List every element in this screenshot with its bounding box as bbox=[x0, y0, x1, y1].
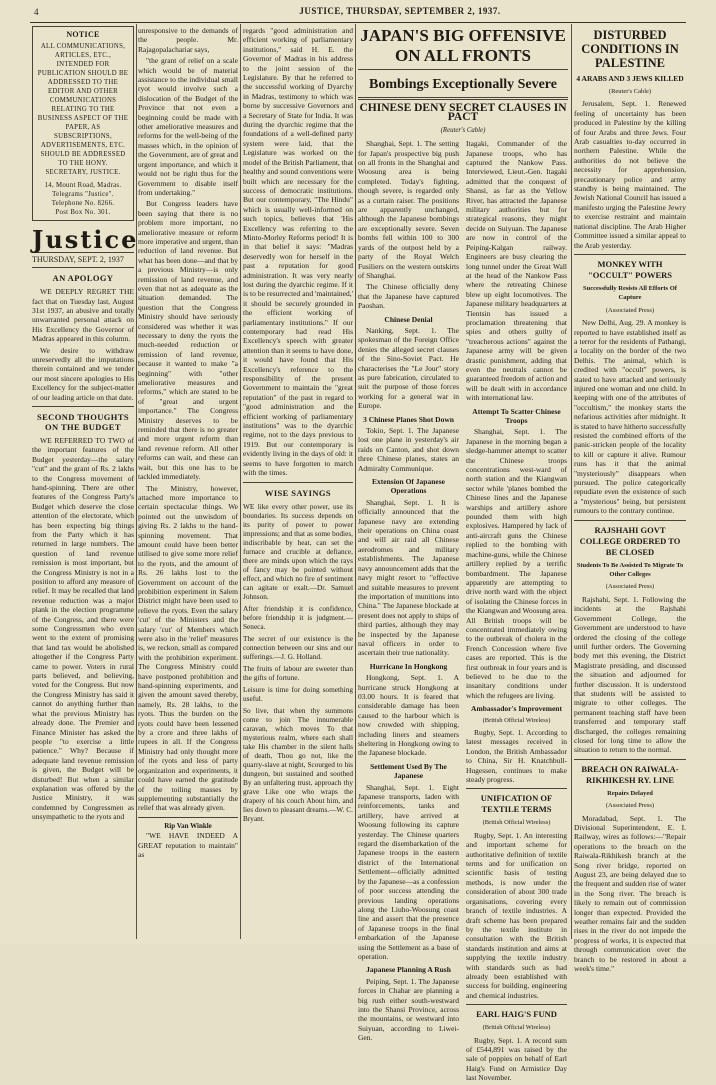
breach-subhead: Repairs Delayed bbox=[607, 789, 653, 797]
wise-sayings-title: WISE SAYINGS bbox=[264, 487, 332, 498]
story-paragraph: Hongkong, Sept. 1. A hurricane struck Hongkong at 03.00 hours. It is feared that considerable damage has been caused to the harbour which is now crowded with shipping, including liners and steamers sheltering in Hongkong owing to the Japanese blockade. bbox=[358, 673, 459, 758]
main-subhead-bombings: Bombings Exceptionally Severe bbox=[369, 77, 557, 92]
rajshahi-subhead: Students To Be Assisted To Migrate To Other Colleges bbox=[576, 561, 684, 579]
story-paragraph: Rajshahi, Sept. 1. Following the incidents at the Rajshahi Government College, the Government are understood to have ordered the closing of the college until further orders. The Governing body met this evening, the District Magistrate presiding, and discussed the situation and adjourned for further discussion. It is understood that students will be assisted to migrate to other colleges. The permanent teaching staff have been transferred and temporary staff discharged, the colleges remaining closed for long time to allow the situation to return to the normal. bbox=[574, 594, 686, 755]
unification-title: UNIFICATION OF TEXTILE TERMS bbox=[480, 793, 553, 815]
story-paragraph: Jerusalem, Sept. 1. Renewed feeling of uncertainty has been produced in Palestine by the killing of four Arabs and three Jews. Four Arab casualties to-day occurred in northern Palestine. While the authorities do not believe the necessity for apprehension, precautionary police and army standby is being maintained. The Jewish National Council has issued a manifesto urging the Palestine Jewry to exercise restraint and maintain national discipline. The Arab Higher Committee issued a similar appeal to the Arab yesterday. bbox=[574, 99, 686, 250]
story-paragraph: Tokio, Sept. 1. The Japanese lost one plane in yesterday's air raids on Canton, and shot down three Chinese planes, states an Admiralty Communique. bbox=[358, 426, 459, 473]
story-paragraph: Peiping, Sept. 1. The Japanese forces in Chahar are planning a big rush either south-westward into the Shansi Province, across the mountains, or westward into Suiyuan, according to Liwei-Gen. bbox=[358, 976, 459, 1043]
running-title: JUSTICE, THURSDAY, SEPTEMBER 2, 1937. bbox=[299, 6, 501, 16]
story-paragraph: New Delhi, Aug. 29. A monkey is reported to have established itself as a terror for the residents of Pathangi, a locality on the border of the two Delhis. The animal, which is credited with "occult" powers, is stated to have attacked and seriously injured one woman and one child. In keeping with one of the attributes of "occultism," the monkey starts the nefarious activities after midnight. It is stated to have hitherto successfully resisted the combined efforts of the panic-stricken people of the locality to kill or capture it alive. Rumour runs has it that the animal "mysteriously" disappears when pursued. The police categorically repudiate even the existence of such a "mysterious" being, but persistent rumours to the contrary continue. bbox=[574, 318, 686, 516]
story-paragraph: Shanghai, Sept. 1. The setting for Japan's prospective big push on all fronts in the Shanghai and Woosung area is being completed. Today's fighting, though severe, is regarded only as a curtain raiser. The positions are apparently unchanged, although the Japanese bombings are exceptionally severe. Seven bombs fell within 100 to 300 yards of the outpost held by a party of the Royal Welch Fusiliers on the western outskirts of Shanghai. bbox=[358, 139, 459, 280]
credit-line: (Associated Press) bbox=[605, 306, 655, 314]
story-paragraph: The Chinese officially deny that the Japanese have captured Paoshan. bbox=[358, 282, 459, 311]
section-title: Extension Of Japanese Operations bbox=[372, 477, 445, 496]
saying-item: Leisure is time for doing something useful. bbox=[243, 684, 353, 703]
main-subhead-chinese-deny: CHINESE DENY SECRET CLAUSES IN PACT bbox=[359, 102, 567, 124]
credit-line: (British Official Wireless) bbox=[482, 716, 551, 724]
notice-telegrams: Telegrams "Justice". bbox=[52, 191, 114, 198]
main-story-body bbox=[358, 139, 568, 1083]
notice-title: NOTICE bbox=[66, 30, 100, 39]
notice-pobox: Post Box No. 301. bbox=[55, 209, 111, 216]
header-rule bbox=[30, 22, 686, 23]
page-number: 4 bbox=[34, 7, 39, 17]
story-paragraph: Rugby, Sept. 1. An interesting and important scheme for authoritative definition of textile terms and for unification on scientific basis of testing methods, is now under the consideration of about 300 trade organisations, covering every branch of textile industries. A draft scheme has been prepared by the textile institute in consultation with the British standards institution and aims at supplying the textile industry with standards such as had already been established with success for building, engineering and chemical industries. bbox=[466, 830, 567, 1000]
budget-paragraph: But Congress leaders have been saying that there is no problem more important, no ameliorative measure or reform more imperative and urgent, than reduction of land revenue. But what has been done—and that by a previous Ministry—is only remission of land revenue, and even that not as adequate as the situation demanded. The question that the Congress Ministry should have seriously considered was whether it was necessary to deny the ryots the much-needed reduction or remission of land revenue, because it wanted to make "a beginning" with "other ameliorative measures and reforms," which are stated to be of "great and urgent importance." The Congress Ministry deserves to be reminded that there is no greater and more urgent reform than land revenue reform. All other reforms can wait, and these can wait, but this one has to be tackled immediately. bbox=[138, 199, 238, 482]
budget-continued: unresponsive to the demands of the people. Mr. Rajagopalachariar says, bbox=[138, 26, 238, 54]
column-rule bbox=[355, 24, 356, 939]
section-title: Chinese Denial bbox=[384, 314, 433, 324]
main-story bbox=[358, 26, 568, 1083]
monkey-headline: MONKEY WITH "OCCULT" POWERS bbox=[588, 258, 672, 280]
credit-line: (Associated Press) bbox=[605, 583, 655, 591]
wise-sayings-list bbox=[243, 502, 353, 823]
rip-van-winkle-signature: Rip Van Winkle bbox=[164, 821, 212, 830]
story-paragraph: Shanghai, Sept. 1. It is officially announced that the Japanese navy are extending their operations on China coast and will air raid all Chinese aerodromes and military establishments. The Japanese navy announcement adds that the navy might resort to "effective and suitable measures to prevent the importation of munitions into China." The Japanese blockade at present does not apply to ships of third parties, although they may be inspected by the Japanese naval officers in order to ascertain their true nationality. bbox=[358, 497, 460, 658]
haig-fund-title: EARL HAIG'S FUND bbox=[476, 1009, 557, 1020]
notice-telephone: Telephone No. 8266. bbox=[51, 200, 115, 207]
divider bbox=[243, 482, 353, 483]
notice-box bbox=[32, 26, 134, 221]
credit-line: (Associated Press) bbox=[605, 802, 655, 810]
story-paragraph: Rugby, Sept. 1. A record sum of £544,891 was raised by the sale of poppies on behalf of Earl Haig's Fund on Armistice Day last November. bbox=[466, 1035, 567, 1083]
divider bbox=[574, 254, 686, 255]
divider bbox=[32, 406, 134, 407]
budget-paragraph: The Ministry, however, attached more importance to certain spectacular things. We pointed out the unwisdom of giving Rs. 2 lakhs to the hand-spinning movement. That amount could have been better utilised to give some more relief to the ryots, and the amount of Rs. 26 lakhs lost to the Government on account of the prohibition experiment in Salem District might have been used to relieve the ryots. Even the salary 'cut' of the Ministers and the salary 'cut' of Members which were also in the 'relief' measures is, we reckon, small as compared with the prohibition experiment. The Congress Ministry could have postponed prohibition and hand-spinning experiments, and given the amount saved thereby, namely, Rs. 28 lakhs, to the ryots. Thus the burden on the ryots could have been lessened by a crore and three lakhs of rupees in all. If the Congress Ministry had only thought more of the ryots and less of party organization and experiments, it could have earned the gratitude of the toiling masses by supplementing substantially the relief that was already given. bbox=[138, 483, 238, 813]
credit-line: (Reuter's Cable) bbox=[608, 88, 652, 95]
divider bbox=[574, 759, 686, 760]
section-title: Settlement Used By The Japanese bbox=[370, 761, 447, 781]
budget-title: SECOND THOUGHTS ON THE BUDGET bbox=[36, 412, 130, 432]
reputation-article: regards "good administration and efficient working of parliamentary institutions," said H. E. the Governor of Madras in his address to the joint session of the Legislature. By that he referred to the successful working of Dyarchy in Madras, testimony to which was borne by successive Governors and a Secretary of State for India. It was during the dyarchic regime that the foundations of a well-defined party system were laid, that the Legislature was worked on the model of the British Parliament, that healthy and sound conventions were built which are necessary for the success of democratic institutions. But our contemporary, "The Hindu" which is usually well-informed on such topics, believes that 'His Excellency was referring to the Minto-Morley Reforms period! It is in that belief it says: "Madras deservedly won for herself in the past a reputation for good administration. It was very nearly lost during the dyarchic regime. If it is to be resurrected and 'maintained,' it should be securely grounded in the efficient working of parliamentary institutions." If our contemporary had read His Excellency's speech with greater attention than it seems to have done, it would have found that His Excellency's reference to the responsibility of the present Government to maintain the "great reputation" of the past in regard to "good administration and the efficient working of parliamentary institutions" was to the dyarchic regime, not to the days previous to 1919. But our contemporary is evidently living in the days of old: it seems to have forgotten to march with the times. bbox=[243, 26, 353, 478]
column-rule bbox=[240, 24, 241, 939]
column-2 bbox=[138, 26, 238, 938]
divider bbox=[466, 788, 567, 789]
credit-line: (Reuter's Cable) bbox=[440, 126, 486, 134]
column-5 bbox=[574, 26, 686, 974]
rip-text: "WE HAVE INDEED A GREAT reputation to maintain" as bbox=[138, 831, 238, 859]
palestine-subhead: 4 ARABS AND 3 JEWS KILLED bbox=[576, 74, 684, 83]
story-paragraph: Shanghai, Sept. 1. Eight Japanese transports, laden with reinforcements, tanks and artillery, have arrived at Woosung following its capture yesterday. The Chinese quarters regard the disembarkation of the Japanese troops in the eastern district of the International Settlement—officially admitted by the Japanese—as a confession of poor success attending the previous landing operations along the Liuho-Woosung coast line and assert that the presence of Japanese troops in the final embarkation of the Japanese using the Settlement as a base of operation. bbox=[358, 782, 459, 961]
saying-item: After friendship it is confidence, before friendship it is judgment.—Seneca. bbox=[243, 603, 353, 631]
saying-item: So live, that when thy summons come to join The innumerable caravan, which moves To that mysterious realm, where each shall take His chamber in the silent halls of death, Thou go not, like the quarry-slave at night, Scourged to his dungeon, but sustained and soothed By an unfaltering trust, approach thy grave Like one who wraps the drapery of his couch About him, and lies down to pleasant dreams.—W. C. Bryant. bbox=[243, 705, 353, 823]
section-title: Japanese Planning A Rush bbox=[366, 965, 451, 975]
story-paragraph: Moradabad, Sept. 1. The Divisional Superintendent, E. I. Railway, wires as follows:—"Repair operations to the breach on the Raiwala-Rikhikesh branch at the Song river bridge, reported on August 23, are being delayed due to the frequent and sudden rise of water in the Song river. The breach is likely to remain out of commission longer than expected. Provided the weather remains fair and the sudden rises in the river do not impede the progress of works, it is expected that through communication over the branch to be restored in about a week's time." bbox=[574, 813, 686, 974]
breach-headline: BREACH ON RAIWALA-RIKHIKESH RY. LINE bbox=[581, 763, 679, 785]
saying-item: The fruits of labour are sweeter than the gifts of fortune. bbox=[243, 663, 353, 682]
saying-item: The secret of our existence is the connection between our sins and our sufferings.—J. G. Holland. bbox=[243, 633, 353, 661]
section-title: Hurricane In Hongkong bbox=[369, 661, 448, 671]
credit-line: (British Official Wireless) bbox=[482, 819, 551, 827]
apology-paragraph: We desire to withdraw unreservedly all the imputations therein contained and we tender our most sincere apologies to His Excellency for the subject-matter of our leading article on that date. bbox=[32, 345, 134, 402]
masthead: Justice bbox=[32, 225, 139, 254]
monkey-subhead: Successfully Resists All Efforts Of Capture bbox=[583, 284, 677, 302]
section-title: Ambassador's Improvement bbox=[471, 704, 562, 714]
budget-paragraph: WE REFERRED TO TWO of the important features of the Budget yesterday—the salary "cut" and the grant of Rs. 2 lakhs to the Congress movement of hand-spinning. There are other features of the Congress Party's Budget which deserve the close attention of the electorate, which has been expecting big things from the Party which it has returned in large numbers. The question of land revenue remission is most important, but the Congress Ministry is not in a position to afford any measure of relief. It may be recalled that land revenue reduction was a major plank in the election programme of the Congress, and there were some Congressmen who even went to the extent of promising that land tax would be abolished altogether if the Congress Party came to power. Voters in rural parts believed, and believing, voted for the Congress. But now the Congress Ministry has said it cannot do anything further than what the previous Ministry has already done. The Premier and Finance Minister has asked the people "to exercise a little patience." Why? Because if adequate land revenue remission is given, the Budget will be disturbed! But when a similar explanation was offered by the Justice Ministry, it was condemned by Congressmen as unsympathetic to the ryots and bbox=[32, 435, 134, 822]
apology-paragraph: WE DEEPLY REGRET THE fact that on Tuesday last, August 31st 1937, an abusive and totally unwarranted personal attack on His Excellency the Governor of Madras appeared in this column. bbox=[32, 287, 134, 344]
apology-title: AN APOLOGY bbox=[52, 272, 114, 283]
story-paragraph: Shanghai, Sept. 1. The Japanese in the morning began a sledge-hammer attempt to scatter the Chinese troops concentrations west-ward of north station and the Kiangwan sector while 'planes bombed the Chinese lines and the Japanese warships and artillery ashore pounded them with high explosives. Hampered by lack of anti-aircraft guns the Chinese replied to the bombing with machine-guns, while the Chinese artillery replied by a terrific bombardment. The Japanese apparently are attempting to drive north ward with the object of isolating the Chinese forces in the Kiangwan and Woosung area. All British troops will be concentrated immediately owing to the outbreak of cholera in the French Concession where five cases are reported. This is the first outbreak in four years and is believed to be due to the insanitary conditions under which the refugees are living. bbox=[466, 427, 567, 700]
section-title: Attempt To Scatter Chinese Troops bbox=[472, 406, 561, 425]
story-paragraph: Itagaki, Commander of the Japanese troops, who has captured the Nankow Pass. Interviewed, Lieut.-Gen. Itagaki admitted that the conquest of Shansi, as far as the Yellow River, has attracted the Japanese military authorities but for strategical reasons, they might decide on Suiyuan. The Japanese are now in control of the Peiping-Kalgan railway. Engineers are busy clearing the long tunnel under the Great Wall at the head of the Nankow Pass where the retreating Chinese blew up eight locomotives. The Japanese military headquarters at Tientsin has issued a proclamation threatening that spies and others guilty of "treacherous actions" against the Japanese army will be given drastic punishment, adding that even the neutrals cannot be guaranteed freedom of action and will be dealt with in accordance with international law. bbox=[466, 139, 567, 403]
column-rule bbox=[571, 24, 572, 939]
budget-quote: "the grant of relief on a scale which would be of material assistance to the individual small ryot would involve such a dislocation of the Budget of the Province that not even a beginning could be made with other ameliorative measures and reforms for the well-being of the masses which, in the opinion of the Government, are of great and urgent importance, and which it would not be right thus for the Government to disable itself from undertaking." bbox=[138, 56, 238, 197]
dateline: THURSDAY, SEPT. 2, 1937 bbox=[32, 252, 134, 267]
story-paragraph: Rugby, Sept. 1. According to latest messages received in London, the British Ambassador to China, Sir H. Knatchbull-Hugessen, continues to make steady progress. bbox=[466, 728, 567, 785]
main-story-column-a bbox=[358, 139, 459, 1044]
page-header bbox=[0, 0, 716, 24]
credit-line: (British Official Wireless) bbox=[482, 1024, 551, 1032]
divider bbox=[574, 520, 686, 521]
section-title: 3 Chinese Planes Shot Down bbox=[363, 414, 454, 424]
column-1 bbox=[32, 26, 139, 938]
notice-address: 14, Mount Road, Madras. bbox=[44, 182, 122, 189]
story-paragraph: Nanking, Sept. 1. The spokesman of the Foreign Office denies the alleged secret clauses of the Sino-Soviet Pact. He characterises the "Le Jour" story as pure fabrication, circulated to suit the purpose of those forces working for a general war in Europe. bbox=[358, 325, 459, 411]
main-headline: JAPAN'S BIG OFFENSIVE ON ALL FRONTS bbox=[358, 26, 568, 70]
divider bbox=[358, 97, 568, 100]
main-story-column-b bbox=[466, 139, 567, 1084]
notice-body: ALL COMMUNICATIONS, ARTICLES, ETC., INTENDED FOR PUBLICATION SHOULD BE ADDRESSED TO THE EDITOR AND OTHER COMMUNICATIONS RELATING TO THE BUSINESS ASPECT OF THE PAPER, AS SUBSCRIPTIONS, ADVERTISEMENTS, ETC. SHOULD BE ADDRESSED TO THE HONY. SECRETARY, JUSTICE. bbox=[37, 43, 129, 176]
column-3 bbox=[243, 26, 353, 938]
saying-item: WE like every other power, use its boundaries. Its success depends on its purity of power to power impressions; and that as some bodies, indiscribable by heat, can set the furnace and crucible at defiance, there are minds upon which the rays of fancy may be pointed without effect, and which no fire of sentiment can agitate or exalt.—Dr. Samuel Johnson. bbox=[243, 501, 353, 601]
rajshahi-headline: RAJSHAHI GOVT COLLEGE ORDERED TO BE CLOSED bbox=[579, 524, 681, 557]
divider bbox=[466, 1004, 567, 1005]
column-rule bbox=[136, 24, 137, 939]
divider bbox=[138, 817, 238, 818]
palestine-headline: DISTURBED CONDITIONS IN PALESTINE bbox=[581, 28, 679, 70]
